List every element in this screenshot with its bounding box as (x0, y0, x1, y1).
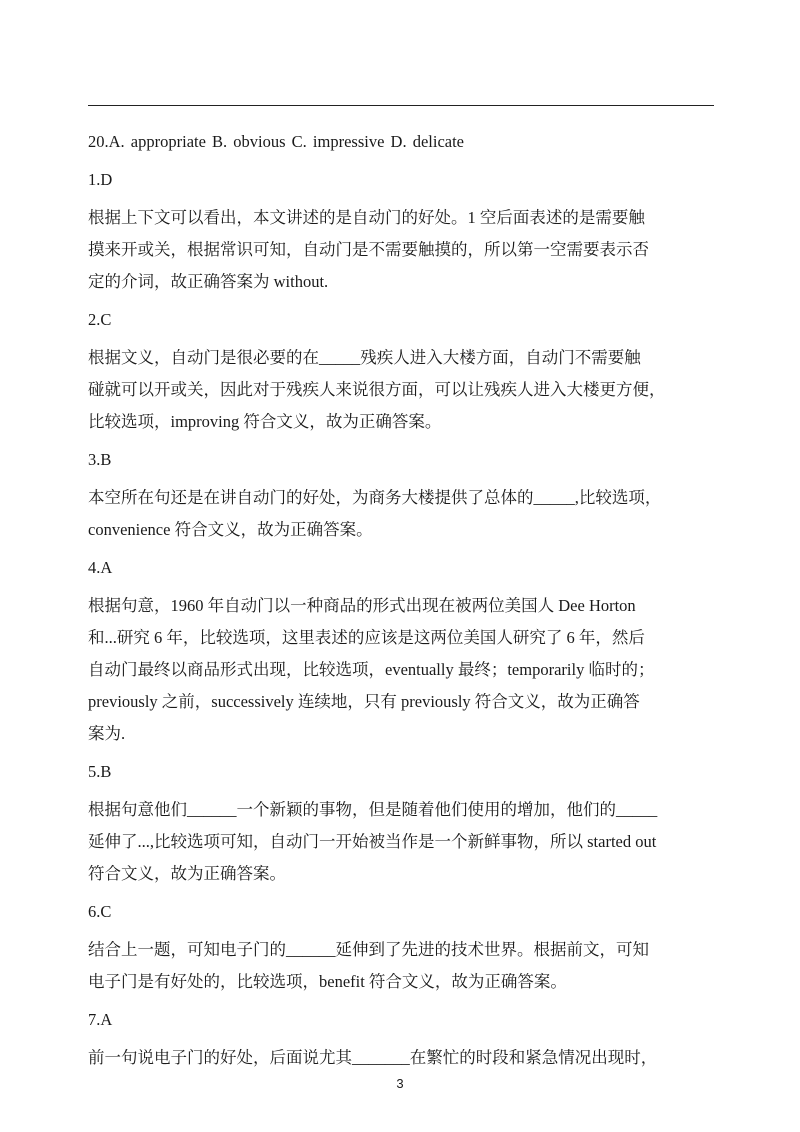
answer-heading: 3.B (88, 450, 112, 469)
explanation-line: 自动门最终以商品形式出现，比较选项，eventually 最终；temporarily 临时的； (88, 660, 655, 679)
explanation-line: convenience 符合文义，故为正确答案。 (88, 520, 373, 539)
explanation-line: 根据句意他们______一个新颖的事物，但是随着他们使用的增加，他们的_____ (88, 800, 658, 819)
explanation-paragraph (88, 934, 718, 998)
explanation-line: 和...研究 6 年，比较选项，这里表述的应该是这两位美国人研究了 6 年，然后 (88, 628, 645, 647)
explanation-paragraph (88, 482, 718, 546)
explanation-line: 符合文义，故为正确答案。 (88, 864, 286, 883)
explanation-paragraph (88, 794, 718, 890)
header-rule (88, 105, 714, 106)
answer-heading: 7.A (88, 1010, 113, 1029)
answer-heading: 2.C (88, 310, 112, 329)
answer-heading: 6.C (88, 902, 112, 921)
document-body (88, 126, 718, 1074)
explanation-line: 前一句说电子门的好处，后面说尤其_______在繁忙的时段和紧急情况出现时， (88, 1048, 658, 1067)
explanation-line: 案为. (88, 724, 126, 743)
explanation-paragraph (88, 1042, 718, 1074)
explanation-line: 电子门是有好处的，比较选项，benefit 符合文义，故为正确答案。 (88, 972, 567, 991)
explanation-line: 根据上下文可以看出，本文讲述的是自动门的好处。1 空后面表述的是需要触 (88, 208, 645, 227)
explanation-line: 延伸了...,比较选项可知，自动门一开始被当作是一个新鲜事物，所以 started out (88, 832, 657, 851)
question-options: 20.A. appropriate B. obvious C. impressive D. delicate (88, 132, 465, 151)
answer-heading: 4.A (88, 558, 113, 577)
explanation-paragraph (88, 590, 718, 750)
explanation-line: 根据句意，1960 年自动门以一种商品的形式出现在被两位美国人 Dee Horton (88, 596, 636, 615)
explanation-line: 结合上一题，可知电子门的______延伸到了先进的技术世界。根据前文，可知 (88, 940, 649, 959)
explanation-line: 根据文义，自动门是很必要的在_____残疾人进入大楼方面，自动门不需要触 (88, 348, 641, 367)
explanation-line: 本空所在句还是在讲自动门的好处，为商务大楼提供了总体的_____,比较选项， (88, 488, 662, 507)
explanation-line: 摸来开或关，根据常识可知，自动门是不需要触摸的，所以第一空需要表示否 (88, 240, 649, 259)
explanation-line: 碰就可以开或关，因此对于残疾人来说很方面，可以让残疾人进入大楼更方便， (88, 380, 666, 399)
answer-heading: 1.D (88, 170, 113, 189)
explanation-paragraph (88, 202, 718, 298)
explanation-line: previously 之前，successively 连续地，只有 previously 符合文义，故为正确答 (88, 692, 640, 711)
page-number: 3 (396, 1076, 404, 1091)
answer-heading: 5.B (88, 762, 112, 781)
explanation-paragraph (88, 342, 718, 438)
explanation-line: 比较选项，improving 符合文义，故为正确答案。 (88, 412, 442, 431)
explanation-line: 定的介词，故正确答案为 without. (88, 272, 329, 291)
